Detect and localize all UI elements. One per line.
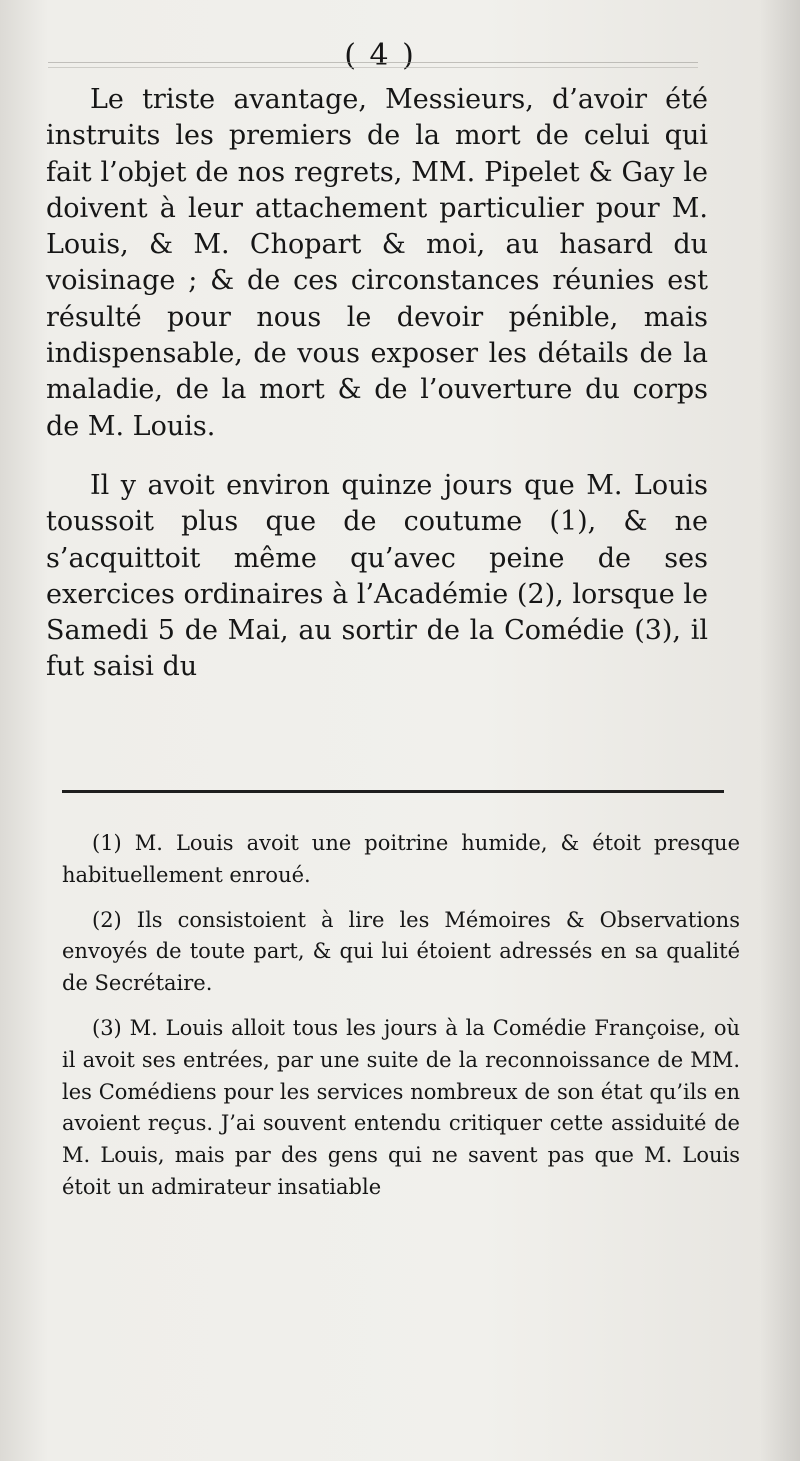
footnote-2: (2) Ils consistoient à lire les Mémoires & Observations envoyés de toute part, & qui lui étoient adressés en sa qualité de Secrétaire. [62, 907, 740, 996]
paragraph-1: Le triste avantage, Messieurs, d’avoir été instruits les premiers de la mort de celui qui fait l’objet de nos regrets, MM. Pipelet & Gay le doivent à leur attachement particulier pour M. Louis, & M. Chopart & moi, au hasard du voisinage ; & de ces circonstances réunies est résulté pour nous le devoir pénible, mais indispensable, de vous exposer les détails de la maladie, de la mort & de l’ouverture du corps de M. Louis. [46, 84, 708, 442]
footnote-rule [62, 790, 724, 793]
footnote-1: (1) M. Louis avoit une poitrine humide, & étoit presque habituellement enroué. [62, 831, 740, 887]
footnote-3: (3) M. Louis alloit tous les jours à la Comédie Françoise, où il avoit ses entrées, par une suite de la reconnoissance de MM. les Comédiens pour les services nombreux de son état qu’ils en avoient reçus. J’ai souvent entendu critiquer cette assiduité de M. Louis, mais par des gens qui ne savent pas que M. Louis étoit un admirateur insatiable [62, 1015, 740, 1199]
paragraph-2: Il y avoit environ quinze jours que M. Louis toussoit plus que de coutume (1), & ne s’acquittoit même qu’avec peine de ses exercices ordinaires à l’Académie (2), lorsque le Samedi 5 de Mai, au sortir de la Comédie (3), il fut saisi du [46, 469, 708, 683]
page-number: ( 4 ) [344, 38, 416, 73]
main-text [46, 82, 708, 686]
page-edge-shadow [760, 0, 800, 1461]
header-rule [48, 62, 698, 68]
footnotes [62, 828, 740, 1217]
